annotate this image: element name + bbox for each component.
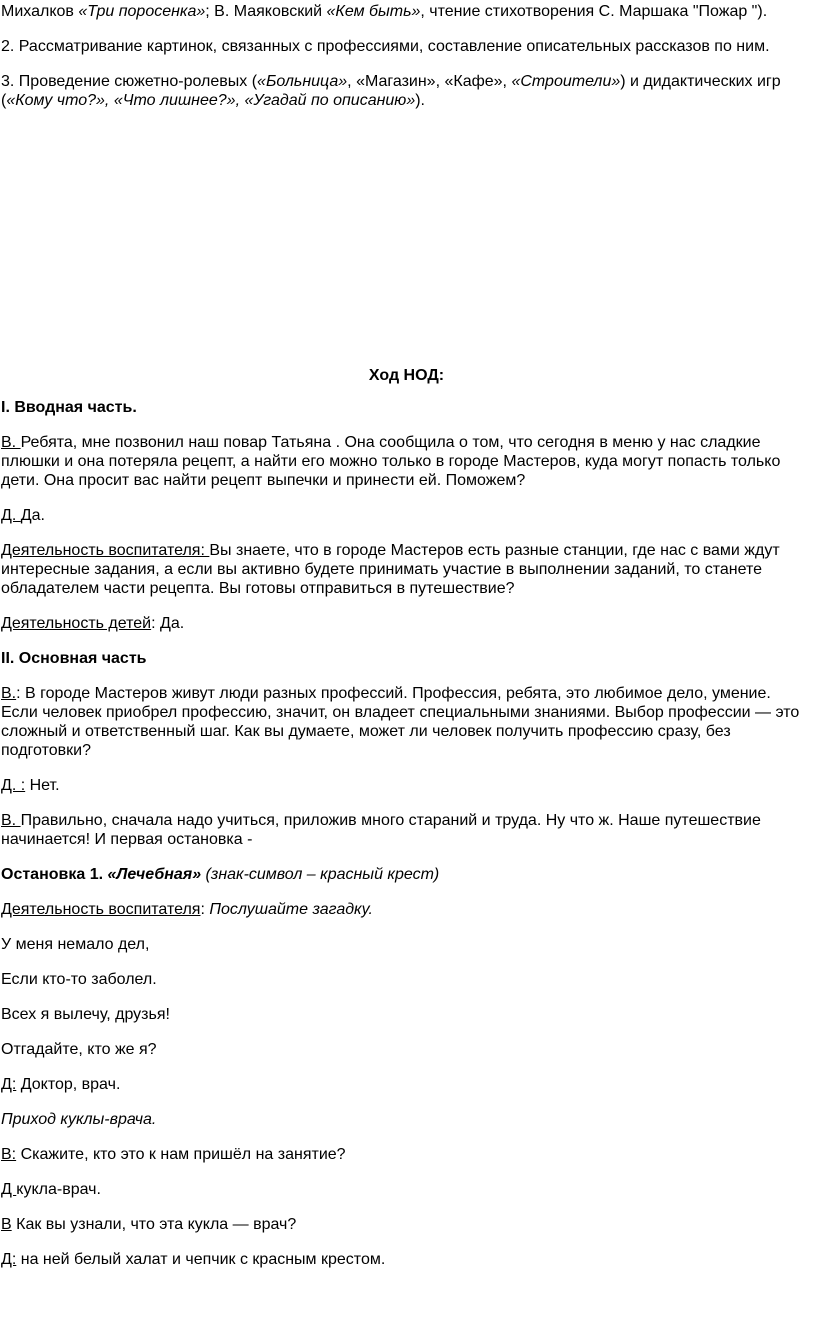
speaker-label: Д. : xyxy=(1,777,26,794)
children-line xyxy=(1,1250,812,1269)
children-line xyxy=(1,776,812,795)
speech-text: Нет. xyxy=(25,777,60,794)
text-italic: «Больница» xyxy=(257,73,348,90)
speech-text: Да. xyxy=(20,507,45,524)
speaker-label: Деятельность воспитателя: xyxy=(1,542,210,559)
riddle-line: Если кто-то заболел. xyxy=(1,971,157,988)
teacher-line xyxy=(1,1215,812,1234)
speaker-label: В. xyxy=(1,685,17,702)
text: ) и дидактических игр ( xyxy=(1,73,781,109)
speech-text: Доктор, врач. xyxy=(16,1076,121,1093)
intro-paragraph-3 xyxy=(1,72,812,110)
blank-space xyxy=(1,126,812,366)
speech-text: Правильно, сначала надо учиться, приложив много стараний и труда. Ну что ж. Наше путешествие начинается! И первая остановка - xyxy=(1,812,761,848)
speaker-label: Деятельность воспитателя xyxy=(1,901,201,918)
text: 3. Проведение сюжетно-ролевых ( xyxy=(1,73,258,90)
text: : xyxy=(200,901,210,918)
text-italic: «Кому что?» xyxy=(6,92,105,109)
text: , xyxy=(235,92,245,109)
speech-text: : Да. xyxy=(151,615,185,632)
speaker-label: В. xyxy=(1,812,21,829)
speaker-label: В xyxy=(1,1216,12,1233)
speech-text: : В городе Мастеров живут люди разных профессий. Профессия, ребята, это любимое дело, умение. Если человек приобрел профессию, значит, он владеет специальными знаниями. Выбор профессии — это сложный и ответственный шаг. Как вы думаете, может ли человек получить профессию сразу, без подготовки? xyxy=(1,685,800,759)
speech-text: на ней белый халат и чепчик с красным крестом. xyxy=(16,1251,386,1268)
stop-symbol: (знак-символ – красный крест) xyxy=(201,866,440,883)
riddle-line: Отгадайте, кто же я? xyxy=(1,1041,157,1058)
text-italic: «Три поросенка» xyxy=(78,3,206,20)
text-italic: «Кем быть» xyxy=(326,3,421,20)
stop1-title xyxy=(1,865,812,884)
speech-text: кукла-врач. xyxy=(16,1181,101,1198)
teacher-line xyxy=(1,684,812,760)
stop-name: «Лечебная» xyxy=(107,866,202,883)
text: ). xyxy=(415,92,425,109)
teacher-activity-line xyxy=(1,541,812,598)
text: , «Магазин», «Кафе», xyxy=(347,73,512,90)
children-line xyxy=(1,1180,812,1199)
part2-title: II. Основная часть xyxy=(1,650,147,667)
text: , чтение стихотворения С. Маршака "Пожар "). xyxy=(420,3,768,20)
text: Михалков xyxy=(1,3,79,20)
text-italic: «Строители» xyxy=(511,73,621,90)
teacher-activity-line xyxy=(1,900,812,919)
text: ; В. Маяковский xyxy=(205,3,327,20)
stage-direction: Приход куклы-врача. xyxy=(1,1111,157,1128)
intro-paragraph-1 xyxy=(1,0,812,21)
speech-text: Как вы узнали, что эта кукла — врач? xyxy=(11,1216,297,1233)
intro-paragraph-2: 2. Рассматривание картинок, связанных с профессиями, составление описательных рассказов по ним. xyxy=(1,38,770,55)
speaker-label: Деятельность детей xyxy=(1,615,152,632)
text-italic: «Что лишнее?» xyxy=(113,92,236,109)
part1-title: I. Вводная часть. xyxy=(1,399,137,416)
speaker-label: В. xyxy=(1,434,21,451)
section-title: Ход НОД: xyxy=(368,367,445,384)
speech-text: Скажите, кто это к нам пришёл на занятие? xyxy=(16,1146,346,1163)
teacher-line xyxy=(1,433,812,490)
children-line xyxy=(1,506,812,525)
speaker-label: Д. xyxy=(1,507,21,524)
text-italic: «Угадай по описанию» xyxy=(244,92,416,109)
speech-text: Вы знаете, что в городе Мастеров есть разные станции, где нас с вами ждут интересные задания, а если вы активно будете принимать участие в выполнении заданий, то станете обладателем части рецепта. Вы готовы отправиться в путешествие? xyxy=(1,542,780,597)
riddle-line: Всех я вылечу, друзья! xyxy=(1,1006,170,1023)
text: , xyxy=(104,92,114,109)
speech-text: Ребята, мне позвонил наш повар Татьяна . Она сообщила о том, что сегодня в меню у нас сладкие плюшки и она потеряла рецепт, а найти его можно только в городе Мастеров, куда могут попасть только дети. Она просит вас найти рецепт выпечки и принести ей. Поможем? xyxy=(1,434,781,489)
teacher-line xyxy=(1,811,812,849)
children-line xyxy=(1,1075,812,1094)
speech-text: Послушайте загадку. xyxy=(209,901,373,918)
teacher-line xyxy=(1,1145,812,1164)
speaker-label: Д xyxy=(1,1181,17,1198)
riddle-line: У меня немало дел, xyxy=(1,936,150,953)
children-activity-line xyxy=(1,614,812,633)
speaker-label: В: xyxy=(1,1146,17,1163)
stop-number: Остановка 1. xyxy=(1,866,108,883)
speaker-label: Д: xyxy=(1,1251,17,1268)
speaker-label: Д: xyxy=(1,1076,17,1093)
